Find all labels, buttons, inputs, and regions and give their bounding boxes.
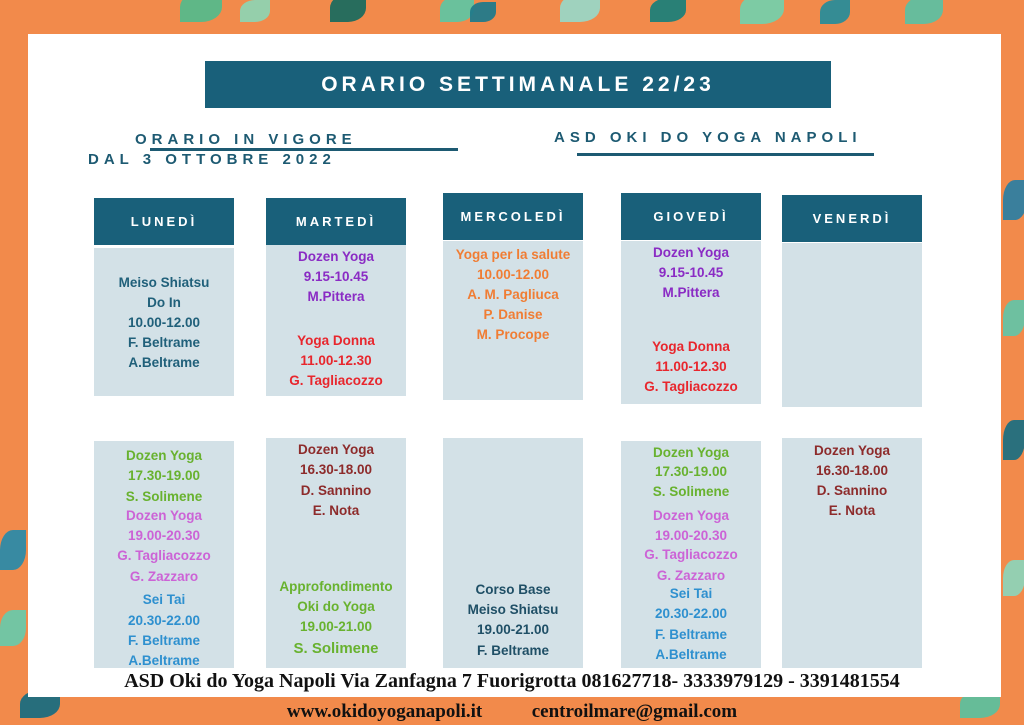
leaf-decoration — [905, 0, 943, 24]
leaf-decoration — [1003, 180, 1024, 220]
class-teacher: S. Solimene — [652, 484, 730, 499]
leaf-decoration — [0, 610, 26, 646]
class-time: 9.15-10.45 — [658, 265, 724, 280]
class-teacher: D. Sannino — [816, 483, 888, 498]
class-name: Dozen Yoga — [652, 445, 729, 460]
class-cell-martedi-afternoon — [266, 438, 406, 668]
class-cell-lunedi-afternoon — [94, 441, 234, 668]
class-name: Dozen Yoga — [297, 442, 374, 457]
class-name: Oki do Yoga — [297, 599, 375, 614]
leaf-decoration — [470, 2, 496, 22]
footer-links — [0, 701, 1024, 723]
day-header-giovedi: GIOVEDÌ — [621, 193, 761, 240]
class-teacher: D. Sannino — [300, 483, 372, 498]
leaf-decoration — [560, 0, 600, 22]
class-teacher: E. Nota — [828, 503, 876, 518]
class-time: 19.00-20.30 — [654, 528, 728, 543]
class-name: Meiso Shiatsu — [118, 275, 210, 290]
leaf-decoration — [240, 0, 270, 22]
orario-in-vigore: ORARIO IN VIGORE — [135, 131, 357, 148]
class-teacher: G. Tagliacozzo — [644, 547, 738, 562]
class-teacher: A.Beltrame — [128, 355, 200, 370]
class-time: 10.00-12.00 — [127, 315, 201, 330]
class-teacher: M.Pittera — [307, 289, 365, 304]
class-time: 19.00-21.00 — [476, 622, 550, 637]
leaf-decoration — [180, 0, 222, 22]
class-teacher: G. Zazzaro — [656, 568, 726, 583]
class-time: 20.30-22.00 — [654, 606, 728, 621]
footer-contact-line: ASD Oki do Yoga Napoli Via Zanfagna 7 Fuorigrotta 081627718- 3333979129 - 3391481554 — [124, 670, 900, 692]
class-time: 20.30-22.00 — [127, 613, 201, 628]
class-teacher: E. Nota — [312, 503, 360, 518]
leaf-decoration — [330, 0, 366, 22]
leaf-decoration — [1003, 560, 1024, 596]
class-cell-giovedi-morning — [621, 241, 761, 404]
leaf-decoration — [740, 0, 784, 24]
leaf-decoration — [820, 0, 850, 24]
class-name: Dozen Yoga — [125, 508, 202, 523]
class-teacher: S. Solimene — [293, 640, 379, 657]
class-name: Yoga Donna — [297, 333, 375, 348]
class-teacher: F. Beltrame — [654, 627, 728, 642]
class-teacher: G. Tagliacozzo — [644, 379, 738, 394]
class-name: Dozen Yoga — [297, 249, 374, 264]
class-teacher: S. Solimene — [125, 489, 203, 504]
class-teacher: G. Zazzaro — [129, 569, 199, 584]
class-name: Dozen Yoga — [652, 245, 729, 260]
class-teacher: P. Danise — [483, 307, 543, 322]
leaf-decoration — [650, 0, 686, 22]
class-teacher: A.Beltrame — [655, 647, 727, 662]
class-name: Dozen Yoga — [652, 508, 729, 523]
class-time: 17.30-19.00 — [654, 464, 728, 479]
class-cell-venerdi-morning — [782, 243, 922, 407]
class-time: 19.00-20.30 — [127, 528, 201, 543]
leaf-decoration — [1003, 420, 1024, 460]
class-cell-giovedi-afternoon — [621, 441, 761, 668]
class-time: 19.00-21.00 — [299, 619, 373, 634]
website-link[interactable]: www.okidoyoganapoli.it — [286, 701, 483, 722]
class-name: Sei Tai — [669, 586, 713, 601]
class-time: 17.30-19.00 — [127, 468, 201, 483]
leaf-decoration — [440, 0, 474, 22]
day-header-mercoledi: MERCOLEDÌ — [443, 193, 583, 240]
day-header-lunedi: LUNEDÌ — [94, 198, 234, 245]
class-time: 9.15-10.45 — [303, 269, 369, 284]
class-teacher: F. Beltrame — [476, 643, 550, 658]
class-teacher: M.Pittera — [662, 285, 720, 300]
class-name: Dozen Yoga — [813, 443, 890, 458]
class-cell-martedi-morning — [266, 245, 406, 396]
class-time: 10.00-12.00 — [476, 267, 550, 282]
class-name: Dozen Yoga — [125, 448, 202, 463]
asd-underline — [577, 153, 874, 156]
leaf-decoration — [0, 530, 26, 570]
class-teacher: A. M. Pagliuca — [467, 287, 559, 302]
class-cell-lunedi-morning — [94, 248, 234, 396]
class-cell-mercoledi-morning — [443, 241, 583, 400]
class-name: Approfondimento — [279, 579, 393, 594]
class-name: Yoga Donna — [652, 339, 730, 354]
day-header-martedi: MARTEDÌ — [266, 198, 406, 245]
class-name: Sei Tai — [142, 592, 186, 607]
class-name: Corso Base — [475, 582, 551, 597]
email-link[interactable]: centroilmare@gmail.com — [531, 701, 738, 722]
class-teacher: F. Beltrame — [127, 633, 201, 648]
class-name: Meiso Shiatsu — [467, 602, 559, 617]
orario-date: DAL 3 OTTOBRE 2022 — [88, 151, 336, 168]
class-teacher: M. Procope — [476, 327, 550, 342]
asd-name-heading: ASD OKI DO YOGA NAPOLI — [554, 129, 862, 146]
class-cell-mercoledi-afternoon — [443, 438, 583, 668]
class-name: Yoga per la salute — [455, 247, 571, 262]
class-teacher: G. Tagliacozzo — [289, 373, 383, 388]
class-time: 16.30-18.00 — [299, 462, 373, 477]
leaf-decoration — [1003, 300, 1024, 336]
class-cell-venerdi-afternoon — [782, 438, 922, 668]
day-header-venerdi: VENERDÌ — [782, 195, 922, 242]
page-title: ORARIO SETTIMANALE 22/23 — [205, 61, 831, 108]
class-teacher: F. Beltrame — [127, 335, 201, 350]
class-teacher: A.Beltrame — [128, 653, 200, 668]
class-teacher: G. Tagliacozzo — [117, 548, 211, 563]
class-time: 11.00-12.30 — [655, 359, 727, 374]
class-time: 16.30-18.00 — [815, 463, 889, 478]
class-name: Do In — [147, 295, 181, 310]
class-time: 11.00-12.30 — [300, 353, 372, 368]
